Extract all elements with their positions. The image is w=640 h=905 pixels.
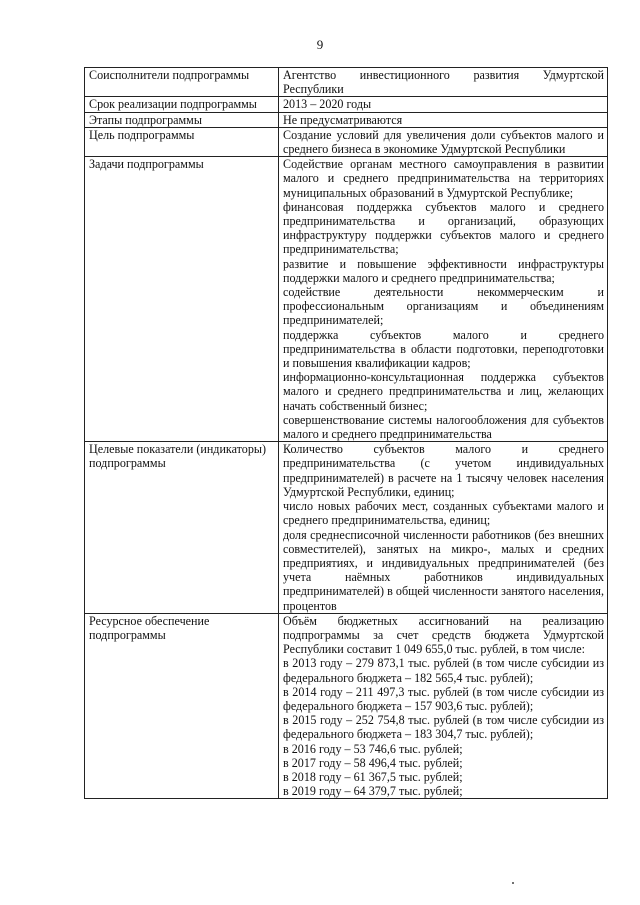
- value-paragraph: содействие деятельности некоммерческим и профессиональным организациям и объединениям предпринимателей;: [283, 285, 604, 328]
- value-paragraph: Объём бюджетных ассигнований на реализацию подпрограммы за счет средств бюджета Удмуртской Республики составит 1 049 655,0 тыс. рублей, в том числе:: [283, 613, 604, 657]
- value-paragraph: доля среднесписочной численности работников (без внешних совместителей), занятых на микро-, малых и средних предприятиях, и индивидуальных предпринимателей (без учета наёмных работников индивидуальных предпринимателей) в общей численности занятого населения, процентов: [283, 527, 604, 613]
- value-paragraph: в 2017 году – 58 496,4 тыс. рублей;: [283, 755, 463, 770]
- row-value: [279, 157, 608, 442]
- row-value: [279, 112, 608, 127]
- value-paragraph: Агентство инвестиционного развития Удмуртской Республики: [283, 68, 604, 97]
- row-tasks: [85, 157, 608, 442]
- value-paragraph: в 2015 году – 252 754,8 тыс. рублей (в том числе субсидии из федерального бюджета – 183 304,7 тыс. рублей);: [283, 713, 604, 742]
- subprogram-passport-table: [84, 67, 608, 799]
- row-label: Целевые показатели (индикаторы) подпрограммы: [85, 442, 279, 613]
- value-paragraph: в 2014 году – 211 497,3 тыс. рублей (в том числе субсидии из федерального бюджета – 157 903,6 тыс. рублей);: [283, 684, 604, 713]
- row-value: [279, 97, 608, 112]
- row-stages: [85, 112, 608, 127]
- value-paragraph: Не предусматриваются: [283, 112, 403, 127]
- value-paragraph: 2013 – 2020 годы: [283, 97, 372, 112]
- value-paragraph: поддержка субъектов малого и среднего предпринимательства в области подготовки, переподготовки и повышения квалификации кадров;: [283, 327, 604, 371]
- row-label: Соисполнители подпрограммы: [85, 68, 279, 97]
- value-paragraph: финансовая поддержка субъектов малого и среднего предпринимательства и организаций, образующих инфраструктуру поддержки субъектов малого и среднего предпринимательства;: [283, 199, 604, 257]
- row-goal: [85, 127, 608, 156]
- row-resource-support: [85, 613, 608, 799]
- value-paragraph: информационно-консультационная поддержка субъектов малого и среднего предпринимательства и лиц, желающих начать собственный бизнес;: [283, 370, 604, 413]
- row-label: Этапы подпрограммы: [85, 112, 279, 127]
- row-label: Срок реализации подпрограммы: [85, 97, 279, 112]
- value-paragraph: число новых рабочих мест, созданных субъектами малого и среднего предпринимательства, единиц;: [283, 499, 604, 528]
- value-paragraph: в 2013 году – 279 873,1 тыс. рублей (в том числе субсидии из федерального бюджета – 182 565,4 тыс. рублей);: [283, 656, 604, 685]
- page-number: 9: [316, 37, 324, 52]
- row-implementation-period: [85, 97, 608, 112]
- value-paragraph: Содействие органам местного самоуправления в развитии малого и среднего предпринимательства на территориях муниципальных образований в Удмуртской Республике;: [283, 157, 604, 200]
- value-paragraph: Количество субъектов малого и среднего предпринимательства (с учетом индивидуальных предпринимателей) в расчете на 1 тысячу человек населения Удмуртской Республики, единиц;: [283, 442, 604, 499]
- value-paragraph: Создание условий для увеличения доли субъектов малого и среднего бизнеса в экономике Удмуртской Республики: [283, 127, 604, 157]
- value-paragraph: в 2019 году – 64 379,7 тыс. рублей;: [283, 784, 463, 799]
- row-label: Цель подпрограммы: [85, 127, 279, 156]
- row-target-indicators: [85, 442, 608, 613]
- row-value: [279, 127, 608, 156]
- value-paragraph: в 2018 году – 61 367,5 тыс. рублей;: [283, 769, 463, 784]
- row-value: [279, 68, 608, 97]
- row-label: Задачи подпрограммы: [85, 157, 279, 442]
- value-paragraph: развитие и повышение эффективности инфраструктуры поддержки малого и среднего предпринимательства;: [283, 256, 604, 285]
- scan-speck: [512, 882, 514, 884]
- row-value: [279, 613, 608, 799]
- value-paragraph: совершенствование системы налогообложения для субъектов малого и среднего предпринимательства: [283, 412, 604, 442]
- row-co-executors: [85, 68, 608, 97]
- value-paragraph: в 2016 году – 53 746,6 тыс. рублей;: [283, 741, 463, 756]
- row-value: [279, 442, 608, 613]
- row-label: Ресурсное обеспечение подпрограммы: [85, 613, 279, 799]
